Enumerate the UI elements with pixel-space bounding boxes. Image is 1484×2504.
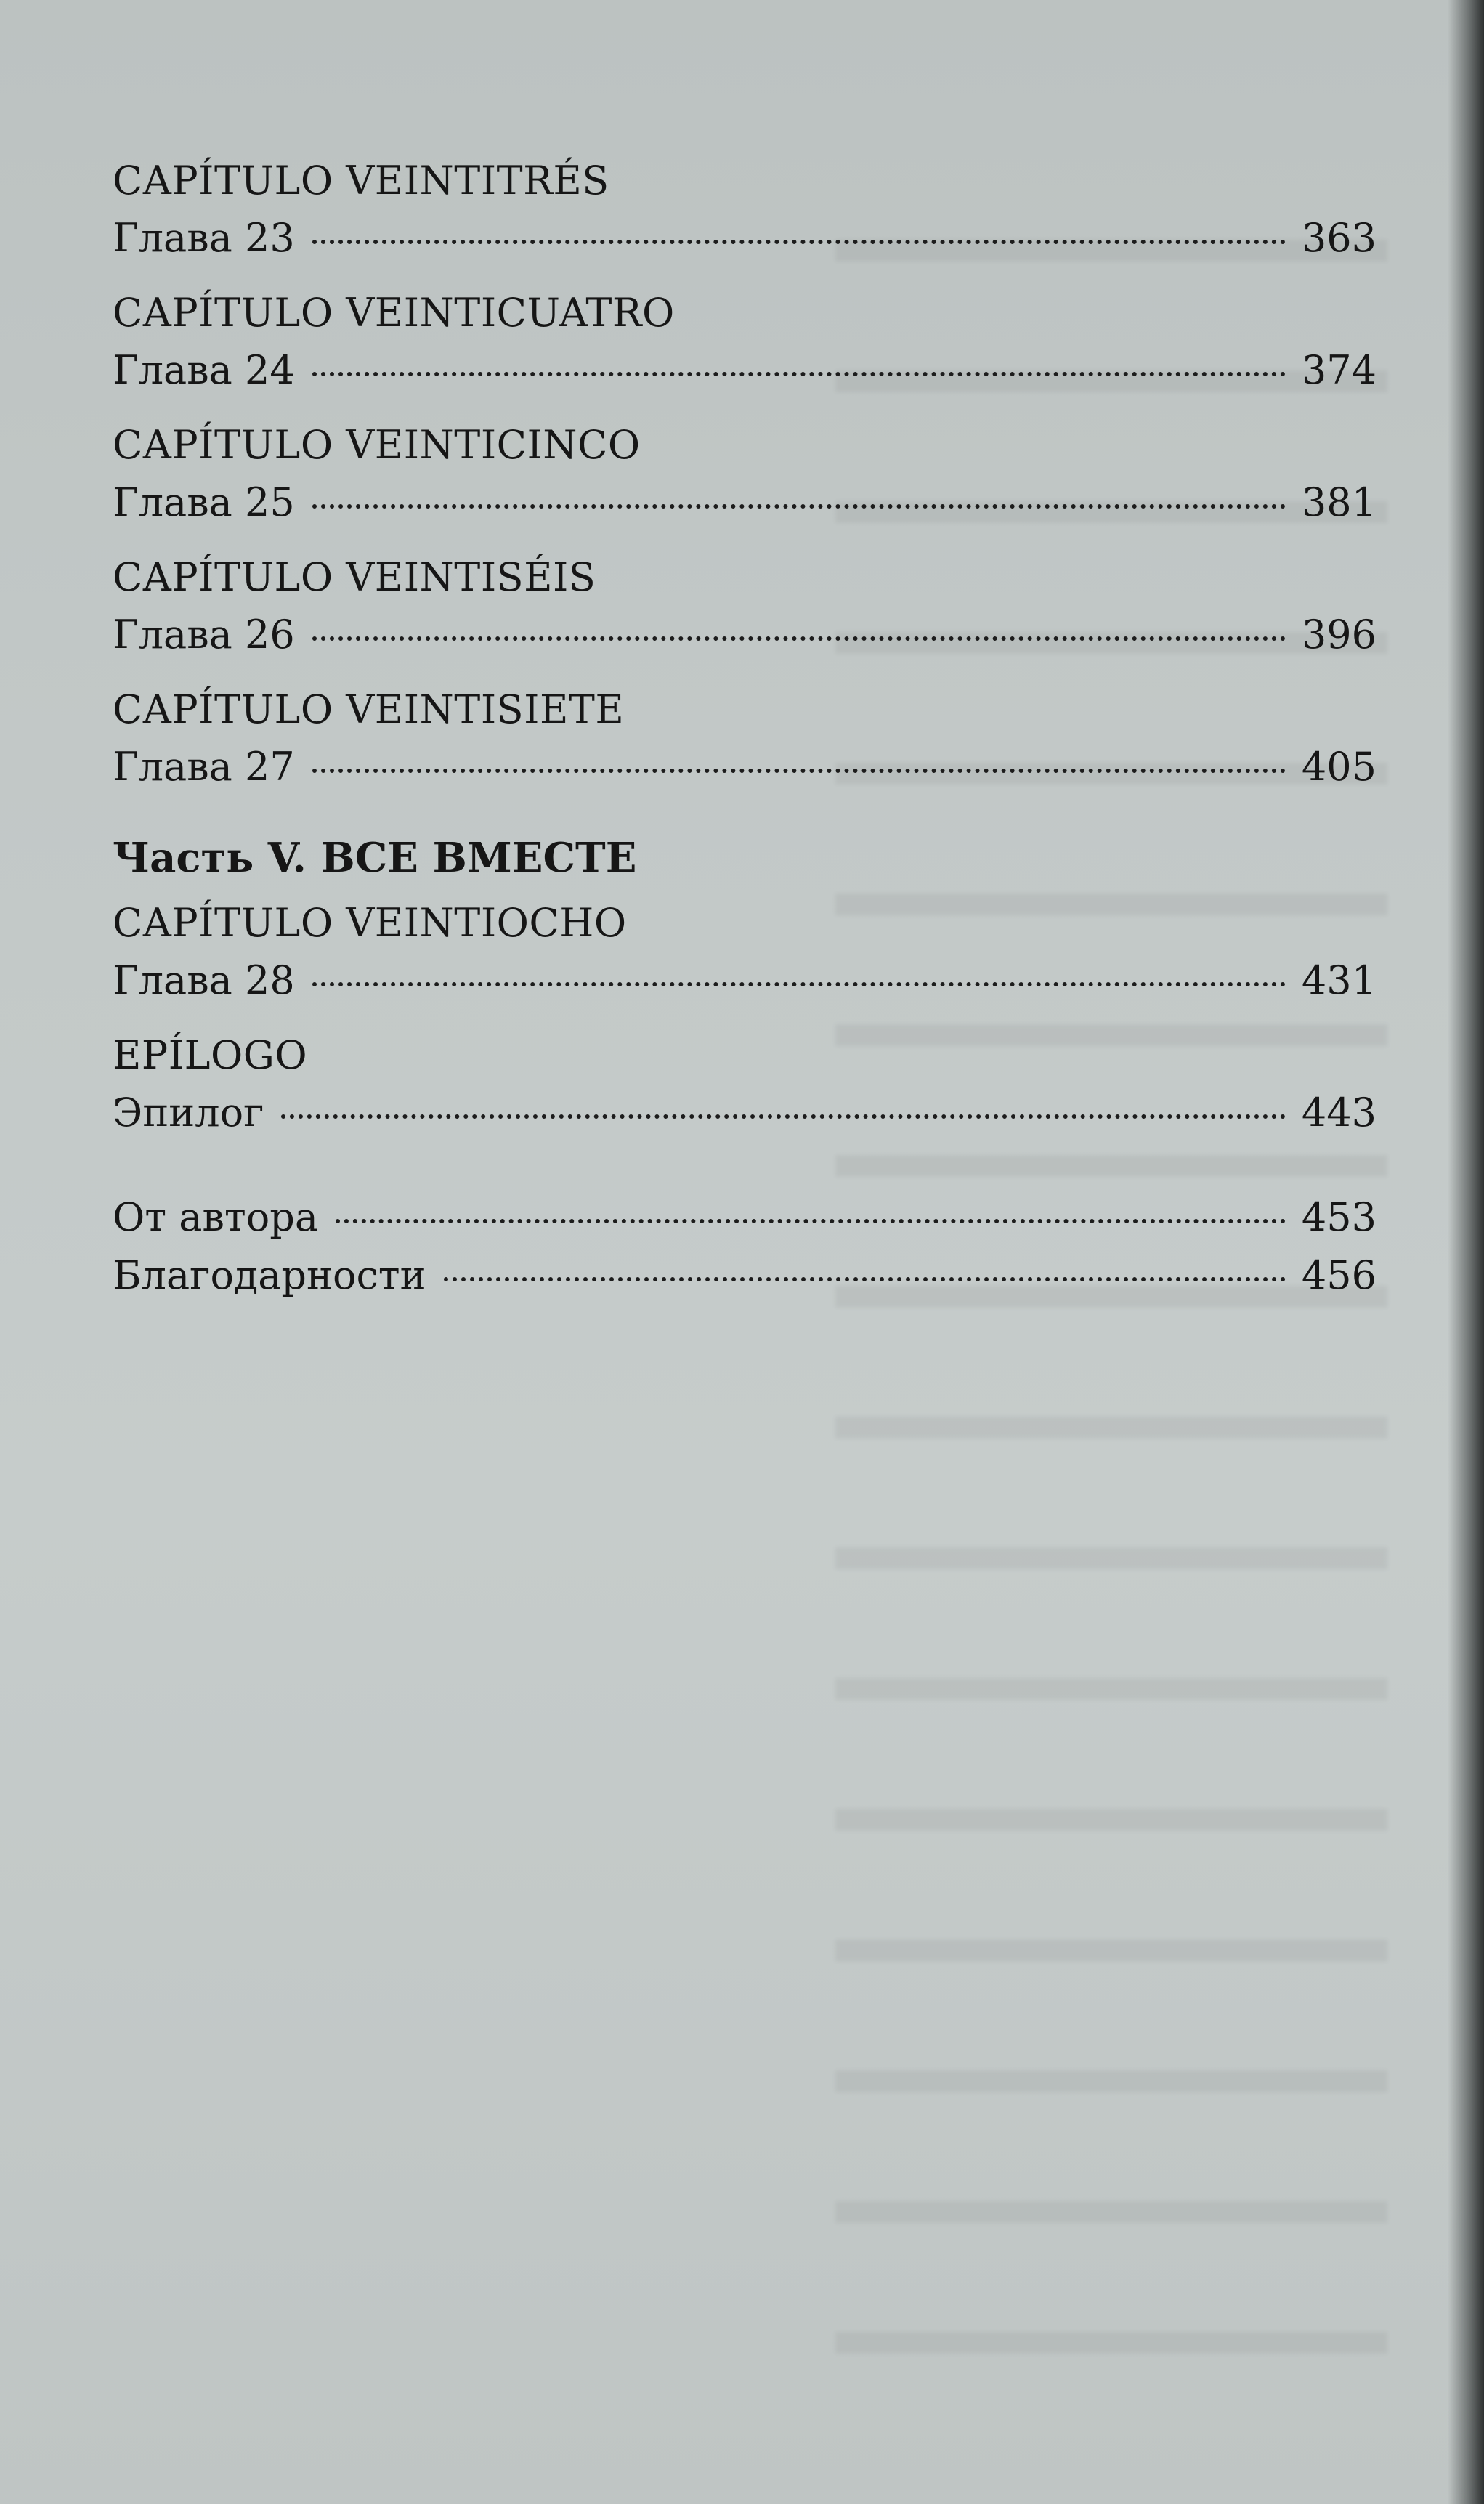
spanish-chapter-title: EPÍLOGO	[113, 1032, 308, 1078]
toc-row	[113, 341, 1376, 400]
chapter-title: Глава 25	[113, 479, 295, 525]
chapter-title: Глава 28	[113, 957, 295, 1003]
toc-row	[113, 952, 1376, 1010]
toc-row	[113, 209, 1376, 267]
dot-leader	[312, 240, 1286, 244]
dot-leader	[312, 982, 1286, 986]
toc-entry-chapter-24[interactable]	[113, 285, 1376, 400]
toc-row	[113, 1084, 1376, 1142]
spanish-chapter-title: CAPÍTULO VEINTISIETE	[113, 686, 625, 732]
toc-entry-chapter-26[interactable]	[113, 549, 1376, 664]
toc-entry-chapter-23[interactable]	[113, 153, 1376, 267]
dot-leader	[312, 636, 1286, 641]
chapter-title: Глава 26	[113, 612, 295, 657]
dot-leader	[444, 1277, 1286, 1281]
dot-leader	[281, 1114, 1286, 1119]
page-number: 431	[1301, 957, 1376, 1003]
page-edge-shadow	[1448, 0, 1484, 2504]
page-number: 443	[1301, 1090, 1376, 1135]
toc-entry-chapter-28[interactable]	[113, 895, 1376, 1010]
page-number: 396	[1301, 612, 1376, 657]
spanish-chapter-title: CAPÍTULO VEINTISÉIS	[113, 554, 596, 600]
section-title: От автора	[113, 1194, 319, 1240]
page-number: 453	[1301, 1194, 1376, 1240]
spanish-chapter-title: CAPÍTULO VEINTICUATRO	[113, 290, 675, 336]
toc-entry-acknowledgements[interactable]	[113, 1247, 1376, 1305]
table-of-contents	[113, 153, 1376, 1305]
toc-entry-from-author[interactable]	[113, 1188, 1376, 1247]
dot-leader	[312, 504, 1286, 509]
part-heading: Часть V. ВСЕ ВМЕСТЕ	[113, 834, 637, 882]
chapter-title: Глава 24	[113, 347, 295, 393]
spanish-chapter-title: CAPÍTULO VEINTICINCO	[113, 422, 641, 468]
toc-entry-chapter-25[interactable]	[113, 417, 1376, 532]
toc-entry-epilogue[interactable]	[113, 1027, 1376, 1142]
section-title: Благодарности	[113, 1252, 426, 1298]
spanish-chapter-title: CAPÍTULO VEINTITRÉS	[113, 158, 609, 203]
dot-leader	[312, 769, 1286, 773]
page-number: 405	[1301, 744, 1376, 790]
toc-entry-chapter-27[interactable]	[113, 681, 1376, 796]
chapter-title: Глава 27	[113, 744, 295, 790]
dot-leader	[336, 1219, 1286, 1223]
toc-row	[113, 738, 1376, 796]
toc-row	[113, 474, 1376, 532]
section-gap	[113, 1159, 1376, 1188]
chapter-title: Эпилог	[113, 1090, 264, 1135]
toc-row	[113, 606, 1376, 664]
page-number: 381	[1301, 479, 1376, 525]
page-number: 374	[1301, 347, 1376, 393]
dot-leader	[312, 372, 1286, 376]
page-number: 456	[1301, 1252, 1376, 1298]
page-number: 363	[1301, 215, 1376, 261]
spanish-chapter-title: CAPÍTULO VEINTIOCHO	[113, 900, 627, 946]
chapter-title: Глава 23	[113, 215, 295, 261]
